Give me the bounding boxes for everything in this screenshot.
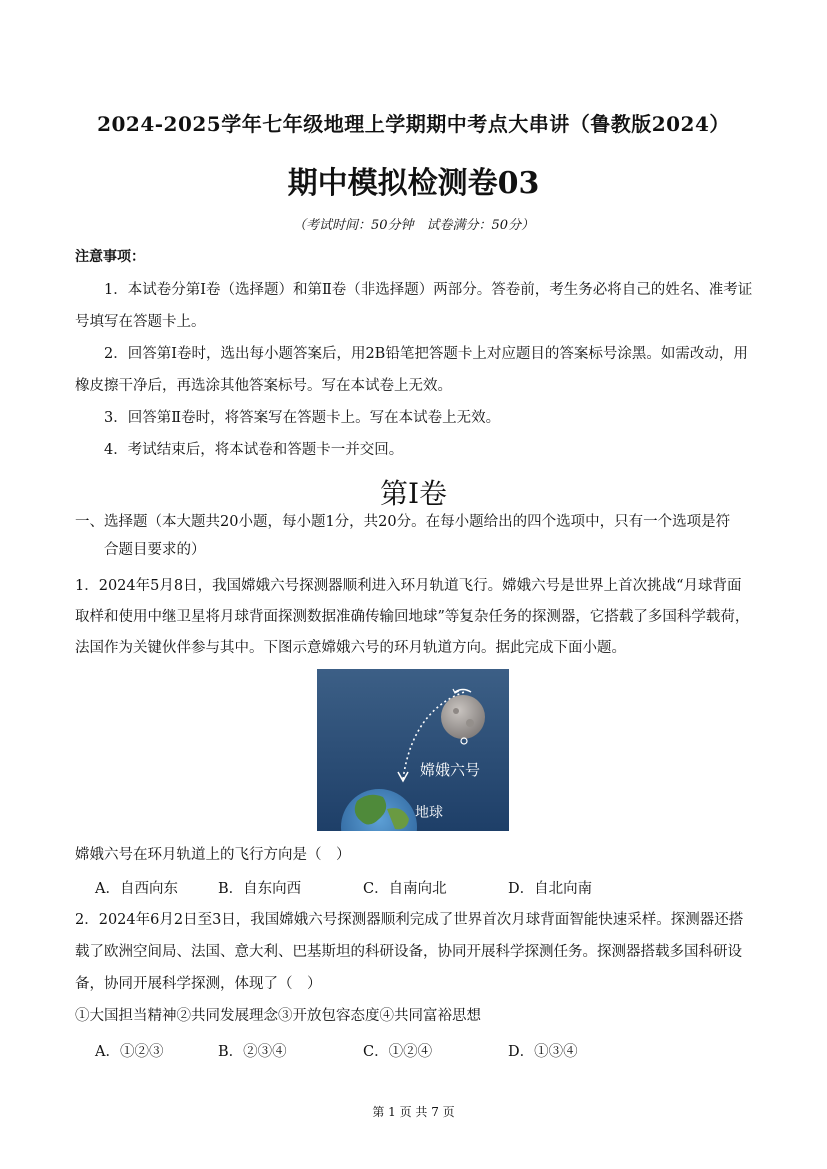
exam-info: （考试时间：50分钟 试卷满分：50分） xyxy=(292,218,535,233)
volume-heading: 第Ⅰ卷 xyxy=(379,477,448,510)
exam-title: 期中模拟检测卷03 xyxy=(287,166,540,201)
q2-line-1: 2．2024年6月2日至3日，我国嫦娥六号探测器顺利完成了世界首次月球背面智能快速采样。探测器还搭 xyxy=(75,912,744,928)
q2-option-d[interactable]: D．①③④ xyxy=(508,1044,578,1060)
notes-heading: 注意事项： xyxy=(75,249,145,265)
note-4: 4．考试结束后，将本试卷和答题卡一并交回。 xyxy=(104,442,404,458)
section-heading-line-1: 一、选择题（本大题共20小题，每小题1分，共20分。在每小题给出的四个选项中，只有一个选项是符 xyxy=(75,514,731,530)
note-3: 3．回答第Ⅱ卷时，将答案写在答题卡上。写在本试卷上无效。 xyxy=(104,410,501,426)
earth-label: 地球 xyxy=(415,805,443,821)
q1-line-2: 取样和使用中继卫星将月球背面探测数据准确传输回地球”等复杂任务的探测器，它搭载了多国科学载荷， xyxy=(75,609,750,625)
q2-line-3: 备，协同开展科学探测，体现了（ ） xyxy=(75,976,322,992)
section-heading-line-2: 合题目要求的） xyxy=(104,542,206,558)
q1-line-1: 1．2024年5月8日，我国嫦娥六号探测器顺利进入环月轨道飞行。嫦娥六号是世界上首次挑战“月球背面 xyxy=(75,578,742,594)
q1-options xyxy=(0,877,827,899)
q2-line-2: 载了欧洲空间局、法国、意大利、巴基斯坦的科研设备，协同开展科学探测任务。探测器搭载多国科研设 xyxy=(75,944,742,960)
q1-option-b[interactable]: B．自东向西 xyxy=(218,881,302,897)
q1-option-d[interactable]: D．自北向南 xyxy=(508,881,593,897)
note-2-line-2: 橡皮擦干净后，再选涂其他答案标号。写在本试卷上无效。 xyxy=(75,378,452,394)
q2-option-b[interactable]: B．②③④ xyxy=(218,1044,287,1060)
note-1-line-2: 号填写在答题卡上。 xyxy=(75,314,206,330)
q1-stem: 嫦娥六号在环月轨道上的飞行方向是（ ） xyxy=(75,847,351,863)
note-1-line-1: 1．本试卷分第Ⅰ卷（选择题）和第Ⅱ卷（非选择题）两部分。答卷前，考生务必将自己的姓名、准考证 xyxy=(104,282,753,298)
series-title: 2024-2025学年七年级地理上学期期中考点大串讲（鲁教版2024） xyxy=(97,112,730,136)
q1-option-c[interactable]: C．自南向北 xyxy=(363,881,447,897)
probe-label: 嫦娥六号 xyxy=(420,761,481,779)
q1-line-3: 法国作为关键伙伴参与其中。下图示意嫦娥六号的环月轨道方向。据此完成下面小题。 xyxy=(75,640,626,656)
q2-statements: ①大国担当精神②共同发展理念③开放包容态度④共同富裕思想 xyxy=(75,1008,481,1024)
q2-option-a[interactable]: A．①②③ xyxy=(95,1044,164,1060)
page-footer: 第 1 页 共 7 页 xyxy=(372,1105,455,1119)
moon-crater xyxy=(453,708,459,714)
moon-crater xyxy=(466,719,474,727)
q2-options xyxy=(0,1040,827,1062)
orbit-figure xyxy=(317,669,509,831)
space-background xyxy=(317,669,509,831)
q1-option-a[interactable]: A．自西向东 xyxy=(95,881,178,897)
q2-option-c[interactable]: C．①②④ xyxy=(363,1044,433,1060)
moon-icon xyxy=(441,695,485,739)
note-2-line-1: 2．回答第Ⅰ卷时，选出每小题答案后，用2B铅笔把答题卡上对应题目的答案标号涂黑。如需改动，用 xyxy=(104,346,748,362)
